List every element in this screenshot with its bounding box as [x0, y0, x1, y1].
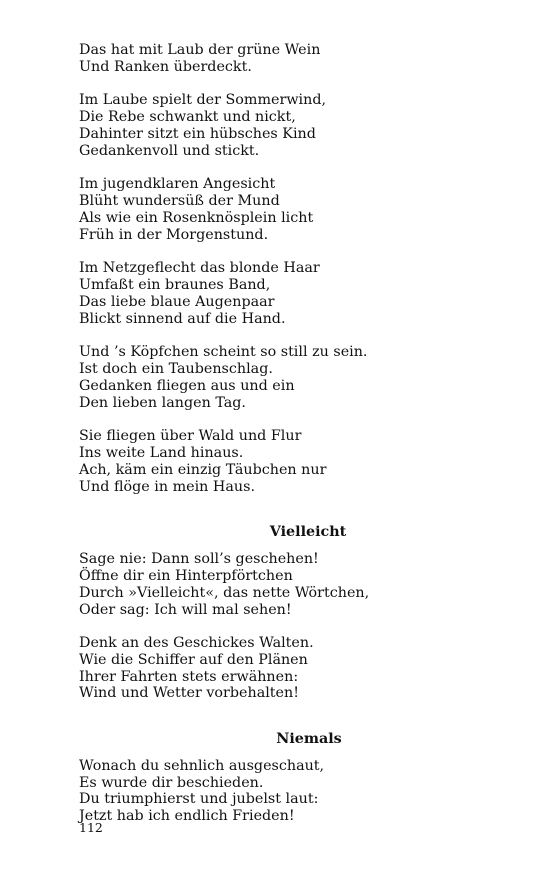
verse-line: Als wie ein Rosenknösplein licht: [79, 209, 314, 226]
verse-line: Es wurde dir beschieden.: [79, 774, 264, 791]
verse-line: Oder sag: Ich will mal sehen!: [79, 601, 292, 618]
stanza: [79, 260, 479, 327]
verse-line: Blüht wundersüß der Mund: [79, 193, 280, 210]
stanza: [79, 176, 479, 243]
verse-line: Blickt sinnend auf die Hand.: [79, 310, 286, 327]
verse-line: Ins weite Land hinaus.: [79, 445, 244, 462]
stanza: [79, 758, 479, 825]
stanza: [79, 42, 479, 76]
poem-title: Vielleicht: [269, 524, 347, 541]
stanza: [79, 635, 479, 702]
verse-line: Ist doch ein Taubenschlag.: [79, 361, 273, 378]
page-number: 112: [79, 820, 103, 835]
verse-line: Und flöge in mein Haus.: [79, 478, 256, 495]
verse-line: Und ’s Köpfchen scheint so still zu sein.: [79, 344, 368, 361]
verse-line: Und Ranken überdeckt.: [79, 58, 252, 75]
verse-line: Ach, käm ein einzig Täubchen nur: [79, 461, 327, 478]
verse-line: Im Netzgeflecht das blonde Haar: [79, 260, 320, 277]
verse-line: Im Laube spielt der Sommerwind,: [79, 92, 327, 109]
verse-line: Im jugendklaren Angesicht: [79, 176, 276, 193]
verse-line: Öffne dir ein Hinterpförtchen: [79, 567, 293, 584]
verse-line: Das hat mit Laub der grüne Wein: [79, 42, 321, 58]
verse-line: Denk an des Geschickes Walten.: [79, 635, 314, 652]
verse-line: Wonach du sehnlich ausgeschaut,: [79, 757, 325, 774]
verse-line: Die Rebe schwankt und nickt,: [79, 109, 296, 126]
poem-text: [79, 42, 479, 842]
verse-line: Gedankenvoll und stickt.: [79, 142, 260, 159]
verse-line: Du triumphierst und jubelst laut:: [79, 791, 319, 808]
verse-line: Sie fliegen über Wald und Flur: [79, 428, 302, 445]
verse-line: Umfaßt ein braunes Band,: [79, 277, 271, 294]
stanza: [79, 344, 479, 411]
verse-line: Ihrer Fahrten stets erwähnen:: [79, 668, 299, 685]
stanza: [79, 92, 479, 159]
stanza: [79, 551, 479, 618]
verse-line: Sage nie: Dann soll’s geschehen!: [79, 551, 319, 568]
poem-title: Niemals: [276, 731, 342, 748]
verse-line: Den lieben langen Tag.: [79, 394, 246, 411]
verse-line: Wind und Wetter vorbehalten!: [79, 685, 299, 702]
verse-line: Durch »Vielleicht«, das nette Wörtchen,: [79, 584, 370, 601]
stanza: [79, 428, 479, 495]
verse-line: Wie die Schiffer auf den Plänen: [79, 651, 308, 668]
verse-line: Das liebe blaue Augenpaar: [79, 293, 275, 310]
verse-line: Gedanken fliegen aus und ein: [79, 377, 295, 394]
verse-line: Jetzt hab ich endlich Frieden!: [79, 808, 295, 825]
verse-line: Dahinter sitzt ein hübsches Kind: [79, 125, 316, 142]
verse-line: Früh in der Morgenstund.: [79, 226, 269, 243]
